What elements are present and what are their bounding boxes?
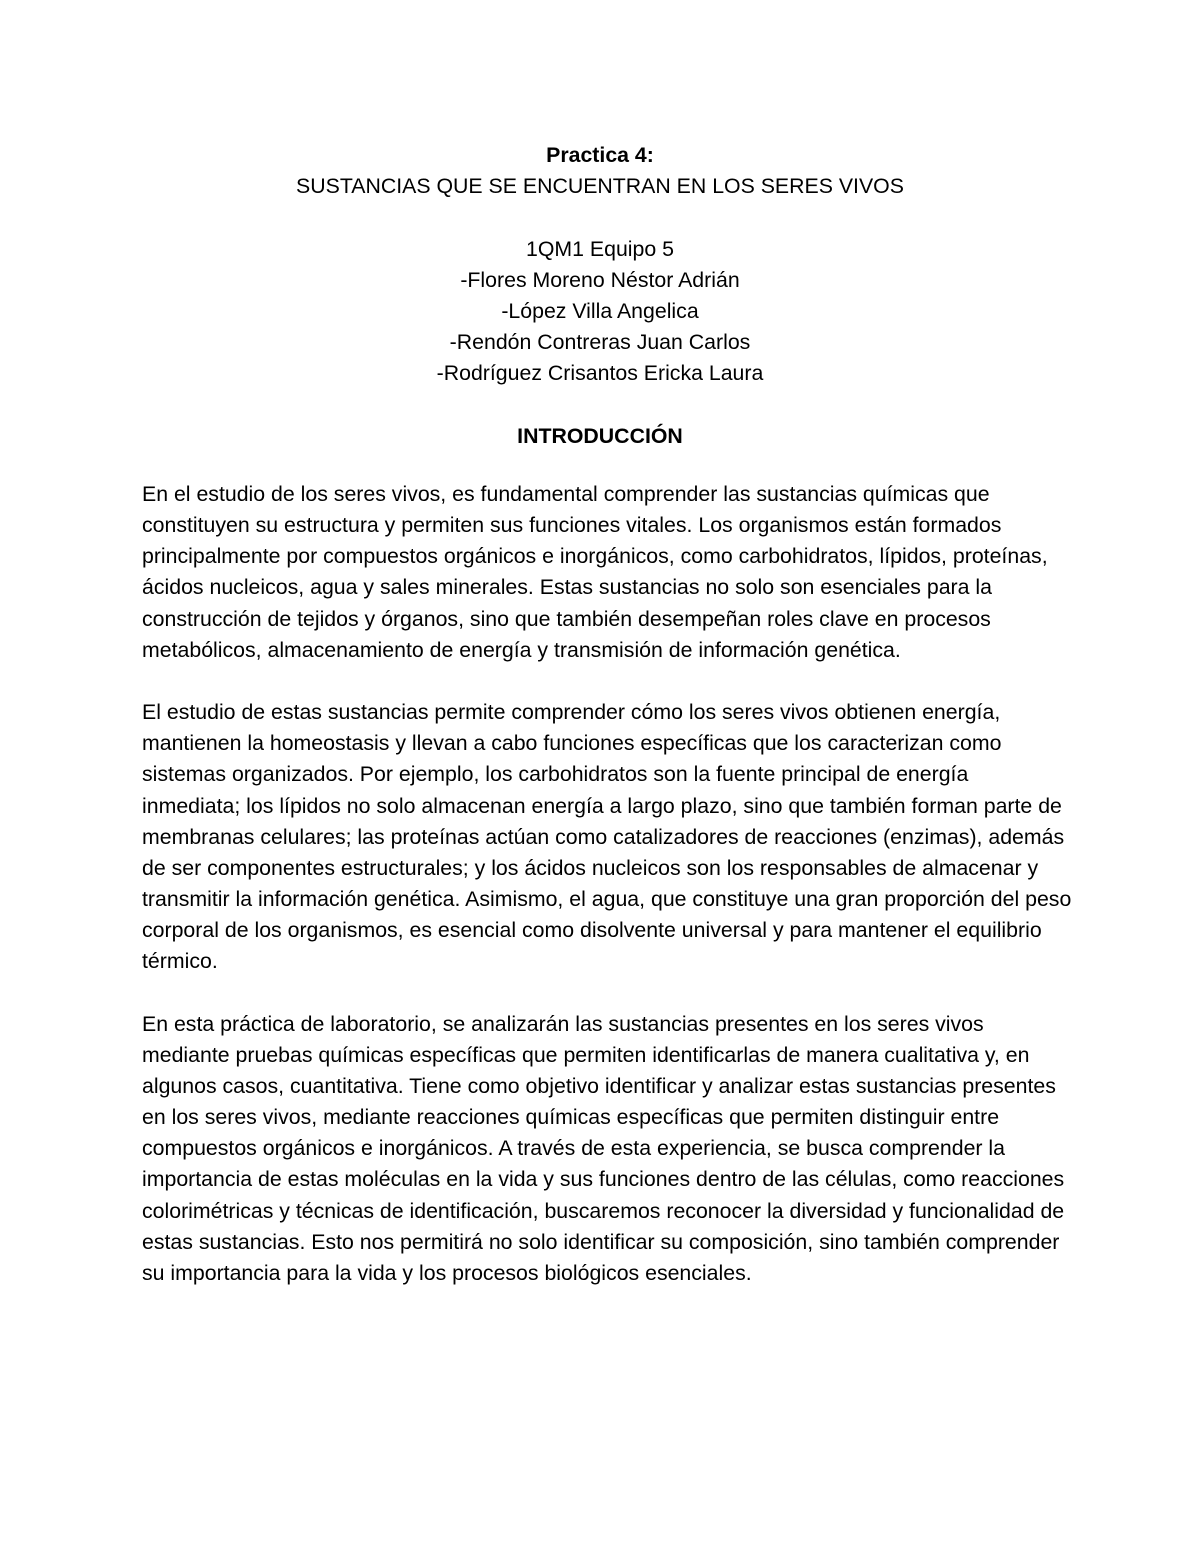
document-title: Practica 4:: [546, 143, 654, 167]
paragraph: En esta práctica de laboratorio, se analizarán las sustancias presentes en los seres vivos mediante pruebas químicas específicas que permiten identificarlas de manera cualitativa y, en algunos casos, cuantitativa. Tiene como objetivo identificar y analizar estas sustancias presentes en los seres vivos, mediante reacciones químicas específicas que permiten distinguir entre compuestos orgánicos e inorgánicos. A través de esta experiencia, se busca comprender la importancia de estas moléculas en la vida y sus funciones dentro de las células, como reacciones colorimétricas y técnicas de identificación, buscaremos reconocer la diversidad y funcionalidad de estas sustancias. Esto nos permitirá no solo identificar su composición, sino también comprender su importancia para la vida y los procesos biológicos esenciales.: [142, 1011, 1065, 1285]
team-label: 1QM1 Equipo 5: [526, 236, 674, 261]
introduction-body: [142, 479, 1072, 1320]
section-heading: INTRODUCCIÓN: [517, 423, 683, 448]
team-member: -López Villa Angelica: [501, 298, 699, 323]
document-subtitle: SUSTANCIAS QUE SE ENCUENTRAN EN LOS SERES VIVOS: [296, 174, 904, 199]
paragraph: En el estudio de los seres vivos, es fundamental comprender las sustancias químicas que constituyen su estructura y permiten sus funciones vitales. Los organismos están formados principalmente por compuestos orgánicos e inorgánicos, como carbohidratos, lípidos, proteínas, ácidos nucleicos, agua y sales minerales. Estas sustancias no solo son esenciales para la construcción de tejidos y órganos, sino que también desempeñan roles clave en procesos metabólicos, almacenamiento de energía y transmisión de información genética.: [142, 482, 1048, 662]
document-header: [0, 140, 1200, 452]
team-member: -Flores Moreno Néstor Adrián: [460, 267, 740, 292]
team-member: -Rodríguez Crisantos Ericka Laura: [436, 361, 764, 386]
spacer: [0, 390, 1200, 421]
team-member: -Rendón Contreras Juan Carlos: [449, 330, 751, 355]
spacer: [0, 202, 1200, 233]
paragraph: El estudio de estas sustancias permite comprender cómo los seres vivos obtienen energía, mantienen la homeostasis y llevan a cabo funciones específicas que los caracterizan como sistemas organizados. Por ejemplo, los carbohidratos son la fuente principal de energía inmediata; los lípidos no solo almacenan energía a largo plazo, sino que también forman parte de membranas celulares; las proteínas actúan como catalizadores de reacciones (enzimas), además de ser componentes estructurales; y los ácidos nucleicos son los responsables de almacenar y transmitir la información genética. Asimismo, el agua, que constituye una gran proporción del peso corporal de los organismos, es esencial como disolvente universal y para mantener el equilibrio térmico.: [142, 700, 1072, 974]
